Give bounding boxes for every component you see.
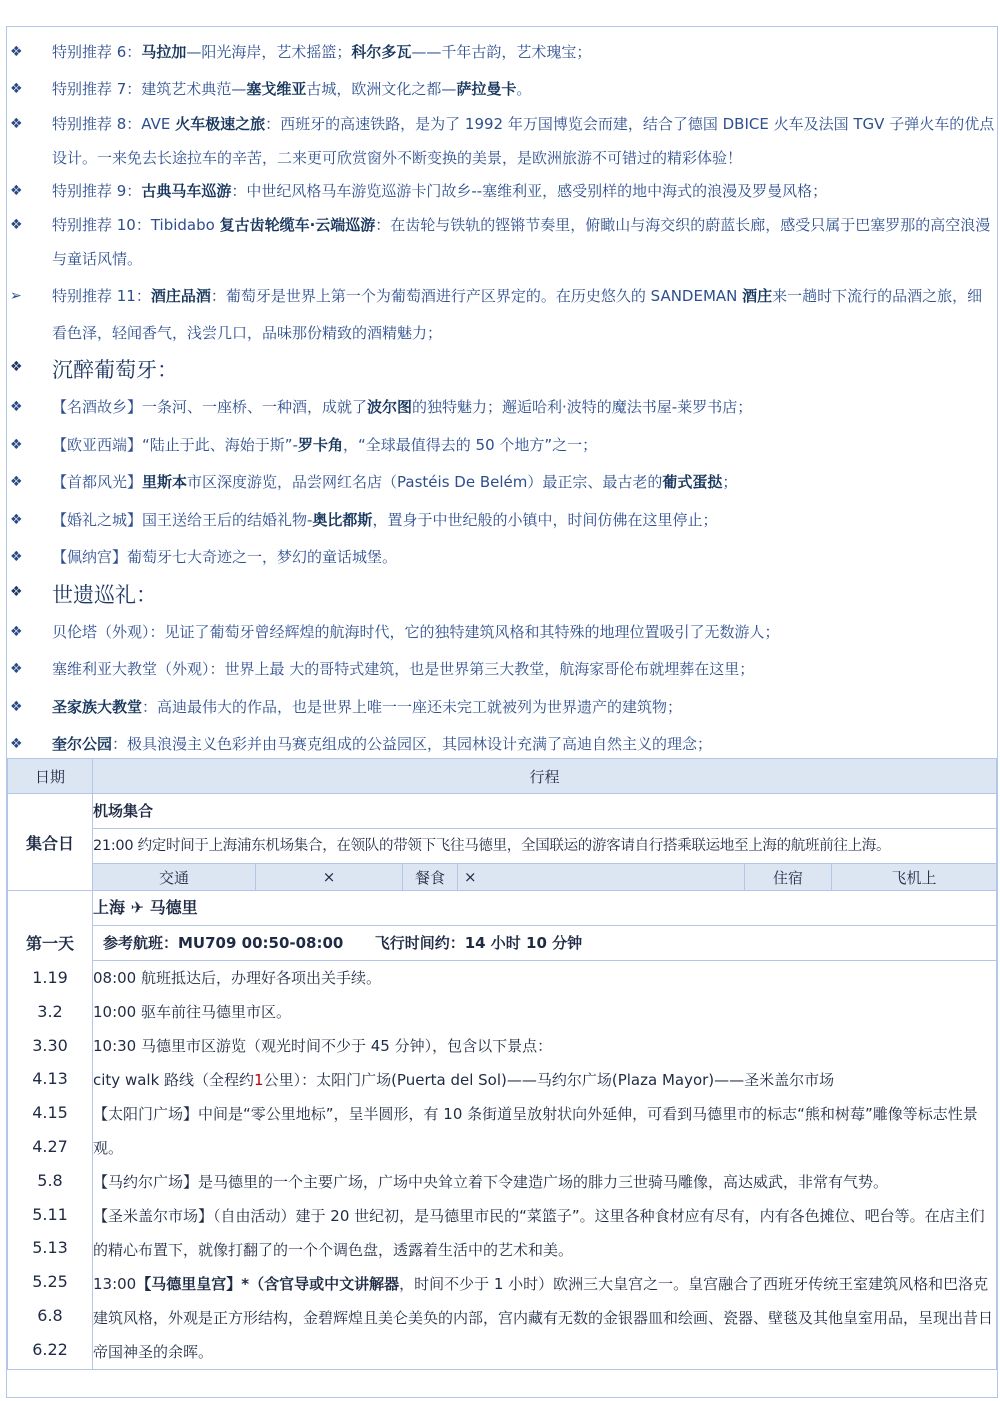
schedule-line: 08:00 航班抵达后，办理好各项出关手续。 [93,969,381,987]
departure-date: 4.27 [32,1136,68,1156]
day1-cell [8,891,93,1370]
day1-detail [93,961,997,1370]
departure-date: 5.13 [32,1238,68,1258]
schedule-line: 10:00 驱车前往马德里市区。 [93,1003,291,1021]
header-date: 日期 [8,759,93,794]
item-text: 【佩纳宫】葡萄牙七大奇迹之一，梦幻的童话城堡。 [52,548,398,566]
day1-flight: 参考航班：MU709 00:50-08:00 飞行时间约：14 小时 10 分钟 [93,926,997,961]
meal-value: × [458,864,745,891]
diamond-bullet-icon: ❖ [10,661,23,677]
departure-date: 6.22 [32,1339,68,1359]
arrow-bullet-icon: ➢ [10,288,22,304]
header-itinerary: 行程 [93,759,997,794]
palace-description: 13:00【马德里皇宫】*（含官导或中文讲解器，时间不少于 1 小时）欧洲三大皇宫之一。皇宫融合了西班牙传统王室建筑风格和巴洛克建筑风格，外观是正方形结构，金碧辉煌且美仑美奂的内部，宫内藏有无数的金银器皿和绘画、瓷器、壁毯及其他皇室用品，呈现出昔日帝国神圣的余晖。 [93,1275,994,1361]
item-text: 特别推荐 11：酒庄品酒：葡萄牙是世界上第一个为葡萄酒进行产区界定的。在历史悠久的 SANDEMAN 酒庄来一趟时下流行的品酒之旅，细看色泽，轻闻香气，浅尝几口，品味那份精致的酒精魅力； [52,287,983,342]
departure-date: 1.19 [32,968,68,987]
diamond-bullet-icon: ❖ [10,44,23,60]
day0-title: 机场集合 [93,794,997,829]
sol-description: 【太阳门广场】中间是“零公里地标”，呈半圆形，有 10 条街道呈放射状向外延伸，可看到马德里市的标志“熊和树莓”雕像等标志性景观。 [93,1105,978,1157]
departure-date: 5.8 [37,1170,63,1190]
market-description: 【圣米盖尔市场】（自由活动）建于 20 世纪初，是马德里市民的“菜篮子”。这里各种食材应有尽有，内有各色摊位、吧台等。在店主们的精心布置下，就像打翻了的一个个调色盘，透露着生活中的艺术和美。 [93,1207,985,1259]
diamond-bullet-icon: ❖ [10,183,23,199]
day1-route-row [8,891,997,926]
departure-date: 6.8 [37,1305,63,1325]
diamond-bullet-icon: ❖ [10,474,23,490]
item-text: 【首都风光】里斯本市区深度游览，品尝网红名店（Pastéis De Belém）最正宗、最古老的葡式蛋挞； [52,473,738,491]
table-header-row [8,759,997,794]
diamond-bullet-icon: ❖ [10,624,23,640]
departure-date: 5.11 [32,1204,68,1224]
departure-date: 4.15 [32,1103,68,1123]
day0-desc: 21:00 约定时间于上海浦东机场集合，在领队的带领下飞往马德里，全国联运的游客请自行搭乘联运地至上海的航班前往上海。 [93,829,997,864]
day0-title-row [8,794,997,829]
day1-label: 第一天 [25,934,74,953]
item-text: 奎尔公园：极具浪漫主义色彩并由马赛克组成的公益园区，其园林设计充满了高迪自然主义的理念； [52,735,713,753]
day1-detail-row [8,961,997,1370]
diamond-bullet-icon: ❖ [10,584,23,600]
diamond-bullet-icon: ❖ [10,512,23,528]
item-text: 【欧亚西端】“陆止于此、海始于斯”-罗卡角，“全球最值得去的 50 个地方”之一； [52,436,598,454]
departure-date: 5.25 [32,1272,68,1292]
diamond-bullet-icon: ❖ [10,399,23,415]
diamond-bullet-icon: ❖ [10,116,23,132]
diamond-bullet-icon: ❖ [10,549,23,565]
departure-date: 3.2 [37,1001,63,1021]
item-text: 特别推荐 9：古典马车巡游：中世纪风格马车游览巡游卡门故乡--塞维利亚，感受别样的地中海式的浪漫及罗曼风格； [52,182,828,200]
day1-route: 上海 ✈ 马德里 [93,891,997,926]
item-text: 贝伦塔（外观）：见证了葡萄牙曾经辉煌的航海时代，它的独特建筑风格和其特殊的地理位置吸引了无数游人； [52,623,780,641]
item-text: 【名酒故乡】一条河、一座桥、一种酒，成就了波尔图的独特魅力；邂逅哈利·波特的魔法书屋-莱罗书店； [52,398,753,416]
day1-flight-row [8,926,997,961]
diamond-bullet-icon: ❖ [10,359,23,375]
item-text: 特别推荐 6：马拉加—阳光海岸，艺术摇篮；科尔多瓦——千年古韵，艺术瑰宝； [52,43,592,61]
departure-date: 4.13 [32,1069,68,1089]
diamond-bullet-icon: ❖ [10,437,23,453]
transport-label: 交通 [93,864,256,891]
itinerary-table [7,758,997,1370]
diamond-bullet-icon: ❖ [10,736,23,752]
transport-value: × [256,864,403,891]
diamond-bullet-icon: ❖ [10,217,23,233]
meal-label: 餐食 [403,864,458,891]
mayor-description: 【马约尔广场】是马德里的一个主要广场，广场中央耸立着下令建造广场的腓力三世骑马雕像，高达威武，非常有气势。 [93,1173,889,1191]
day0-label: 集合日 [8,794,93,891]
day1-dates [8,961,92,1367]
stay-label: 住宿 [745,864,832,891]
item-text: 特别推荐 7：建筑艺术典范—塞戈维亚古城，欧洲文化之都—萨拉曼卡。 [52,80,532,98]
day0-desc-row [8,829,997,864]
item-text: 特别推荐 10：Tibidabo 复古齿轮缆车·云端巡游：在齿轮与铁轨的铿锵节奏里，俯瞰山与海交织的蔚蓝长廊，感受只属于巴塞罗那的高空浪漫与童话风情。 [52,216,991,268]
walk-route: city walk 路线（全程约1公里）：太阳门广场(Puerta del Sol)——马约尔广场(Plaza Mayor)——圣米盖尔市场 [93,1071,835,1089]
item-text: 【婚礼之城】国王送给王后的结婚礼物-奥比都斯，置身于中世纪般的小镇中，时间仿佛在这里停止； [52,511,718,529]
schedule-line: 10:30 马德里市区游览（观光时间不少于 45 分钟），包含以下景点： [93,1037,553,1055]
airplane-icon: ✈ [130,898,144,917]
item-text: 圣家族大教堂：高迪最伟大的作品，也是世界上唯一一座还未完工就被列为世界遗产的建筑物； [52,698,683,716]
stay-value: 飞机上 [832,864,997,891]
diamond-bullet-icon: ❖ [10,699,23,715]
item-text: 特别推荐 8：AVE 火车极速之旅：西班牙的高速铁路，是为了 1992 年万国博览会而建，结合了德国 DBICE 火车及法国 TGV 子弹火车的优点设计。一来免去长途拉车的辛苦，二来更可欣赏窗外不断变换的美景，是欧洲旅游不可错过的精彩体验！ [52,115,995,167]
day0-info-row [8,864,997,891]
departure-date: 3.30 [32,1035,68,1055]
diamond-bullet-icon: ❖ [10,81,23,97]
item-text: 塞维利亚大教堂（外观）：世界上最 大的哥特式建筑，也是世界第三大教堂，航海家哥伦布就埋葬在这里； [52,660,755,678]
